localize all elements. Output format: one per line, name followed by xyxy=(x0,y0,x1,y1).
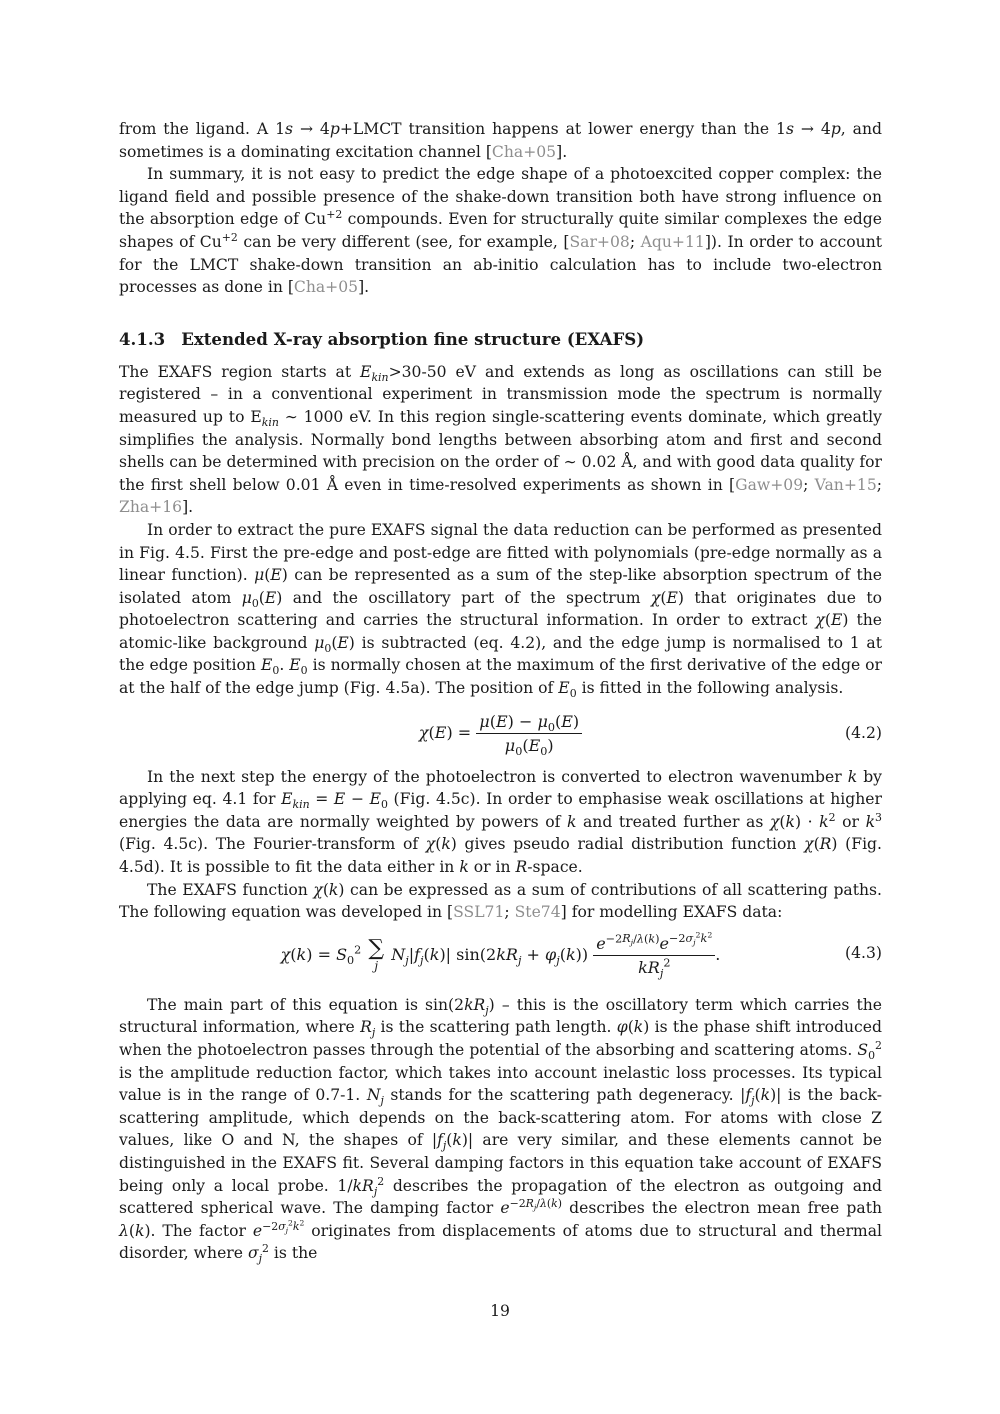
section-number: 4.1.3 xyxy=(119,328,166,349)
citation-link[interactable]: Cha+05 xyxy=(491,142,557,161)
paragraph-summary: In summary, it is not easy to predict the edge shape of a photoexcited copper complex: the ligand field and possible presence of the shake-down transition both have strong influence on the absorption edge of $Cu^{+2}$ compounds. Even for structurally quite similar complexes the edge shapes of $Cu^{+2}$ can be very different (see, for example, [Sar+08; Aqu+11]). In order to account for the LMCT shake-down transition an ab-initio calculation has to include two-electron processes as done in [Cha+05]. xyxy=(119,165,882,297)
citation-link[interactable]: Cha+05 xyxy=(293,278,359,297)
paragraph-exafs-function: The EXAFS function χ(k) can be expressed as a sum of contributions of all scattering paths. The following equation was developed in [SSL71; Ste74] for modelling EXAFS data: xyxy=(119,880,882,922)
citation-link[interactable]: SSL71 xyxy=(453,903,505,922)
citation-link[interactable]: Sar+08 xyxy=(569,232,630,251)
paragraph-wavenumber: In the next step the energy of the photoelectron is converted to electron wavenumber k by applying eq. 4.1 for $E_{kin} = E - E_0$ (Fig. 4.5c). In order to emphasise weak oscillations at higher energies the data are normally weighted by powers of k and treated further as $\chi(k) \cdot k^2$ or $k^3$ (Fig. 4.5c). The Fourier-transform of χ(k) gives pseudo radial distribution function χ(R) (Fig. 4.5d). It is possible to fit the data either in k or in R-space. xyxy=(119,767,882,877)
equation-number: (4.2) xyxy=(845,723,882,742)
equation-4-3: $\chi(k) = S_0^2$ ∑ j $N_j|f_j(k)|$ $\sin(2kR_j + \varphi_j(k))$ $\frac{e^{-2R_j/\lambda(k)}e^{-2\sigma_j^2k^2}}{kR_j^2}$ . (4.3) xyxy=(280,930,882,980)
paragraph-ligand: from the ligand. A 1s → 4p+LMCT transition happens at lower energy than the 1s → 4p, and sometimes is a dominating excitation channel [Cha+05]. xyxy=(119,120,882,161)
citation-link[interactable]: Aqu+11 xyxy=(640,232,705,251)
paragraph-data-reduction: In order to extract the pure EXAFS signal the data reduction can be performed as presented in Fig. 4.5. First the pre-edge and post-edge are fitted with polynomials (pre-edge normally as a linear function). μ(E) can be represented as a sum of the step-like absorption spectrum of the isolated atom $\mu_0(E)$ and the oscillatory part of the spectrum χ(E) that originates due to photoelectron scattering and carries the structural information. In order to extract χ(E) the atomic-like background $\mu_0(E)$ is subtracted (eq. 4.2), and the edge jump is normalised to 1 at the edge position $E_0$. $E_0$ is normally chosen at the maximum of the first derivative of the edge or at the half of the edge jump (Fig. 4.5a). The position of $E_0$ is fitted in the following analysis. xyxy=(119,520,883,701)
citation-link[interactable]: Gaw+09 xyxy=(735,475,804,494)
paragraph-equation-terms: The main part of this equation is $\sin(2kR_j)$ – this is the oscillatory term which carries the structural information, where $R_j$ is the scattering path length. φ(k) is the phase shift introduced when the photoelectron passes through the potential of the absorbing and scattering atoms. $S_0^2$ is the amplitude reduction factor, which takes into account inelastic loss processes. Its typical value is in the range of 0.7-1. $N_j$ stands for the scattering path degeneracy. $|f_j(k)|$ is the back-scattering amplitude, which depends on the back-scattering atom. For atoms with close Z values, like O and N, the shapes of $|f_j(k)|$ are very similar, and these elements cannot be distinguished in the EXAFS fit. Several damping factors in this equation take account of EXAFS being only a local probe. $1/kR_j^2$ describes the propagation of the electron as outgoing and scattered spherical wave. The damping factor $e^{-2R_j/\lambda(k)}$ describes the electron mean free path λ(k). The factor $e^{-2\sigma_j^2k^2}$ originates from displacements of atoms due to structural and thermal disorder, where $\sigma_j^2$ is the xyxy=(119,995,883,1266)
citation-link[interactable]: Ste74 xyxy=(514,903,561,922)
citation-link[interactable]: Van+15 xyxy=(814,475,877,494)
section-title: Extended X-ray absorption fine structure (EXAFS) xyxy=(181,328,645,349)
paragraph-exafs-region: The EXAFS region starts at $E_{kin}>30-50$ eV and extends as long as oscillations can still be registered – in a conventional experiment in transmission mode the spectrum is normally measured up to $E_{kin}$ ∼ 1000 eV. In this region single-scattering events dominate, which greatly simplifies the analysis. Normally bond lengths between absorbing atom and first and second shells can be determined with precision on the order of ∼ 0.02 Å, and with good data quality for the first shell below 0.01 Å even in time-resolved experiments as shown in [Gaw+09; Van+15; Zha+16]. xyxy=(119,362,882,517)
page-number: 19 xyxy=(490,1302,510,1320)
section-heading xyxy=(119,329,882,349)
equation-number: (4.3) xyxy=(845,943,882,962)
page-body xyxy=(119,118,882,1265)
citation-link[interactable]: Zha+16 xyxy=(119,498,183,517)
equation-4-2: χ(E) = $\frac{\mu(E) - \mu_0(E)}{\mu_0(E_0)}$ (4.2) xyxy=(418,711,882,758)
